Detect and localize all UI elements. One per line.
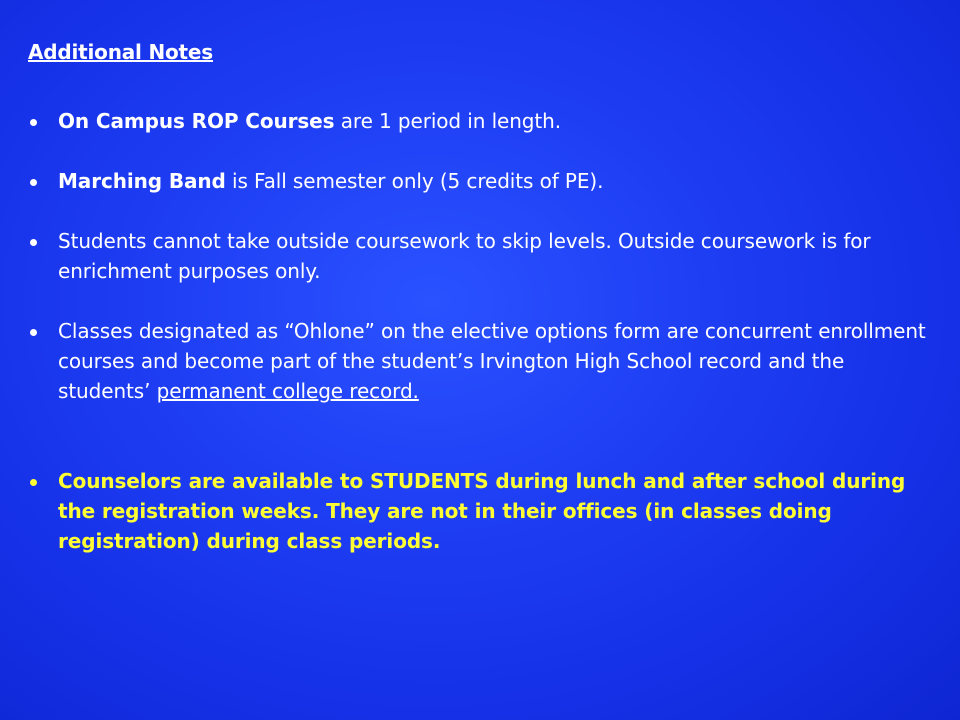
note-ohlone-classes-underlined: permanent college record. [156,379,419,403]
note-marching-band-text: is Fall semester only (5 credits of PE). [225,169,604,193]
bullet-icon [30,119,37,126]
note-counselors-text: Counselors are available to STUDENTS during lunch and after school during the registration weeks. They are not in their offices (in classes doing registration) during class periods. [58,469,906,553]
bullet-icon [30,479,37,486]
note-rop-courses [28,106,928,136]
notes-heading: Additional Notes [28,40,213,64]
note-marching-band [28,166,928,196]
note-counselors [28,466,928,556]
bullet-icon [30,179,37,186]
notes-list [28,106,928,556]
note-outside-coursework-text: Students cannot take outside coursework to skip levels. Outside coursework is for enrichment purposes only. [58,229,871,283]
note-ohlone-classes-text: Classes designated as “Ohlone” on the elective options form are concurrent enrollment courses and become part of the student’s Irvington High School record and the students’ [58,319,926,403]
note-marching-band-bold: Marching Band [58,169,226,193]
bullet-icon [30,239,37,246]
bullet-icon [30,329,37,336]
note-rop-courses-bold: On Campus ROP Courses [58,109,335,133]
note-ohlone-classes [28,316,928,406]
note-outside-coursework [28,226,928,286]
note-rop-courses-text: are 1 period in length. [334,109,561,133]
